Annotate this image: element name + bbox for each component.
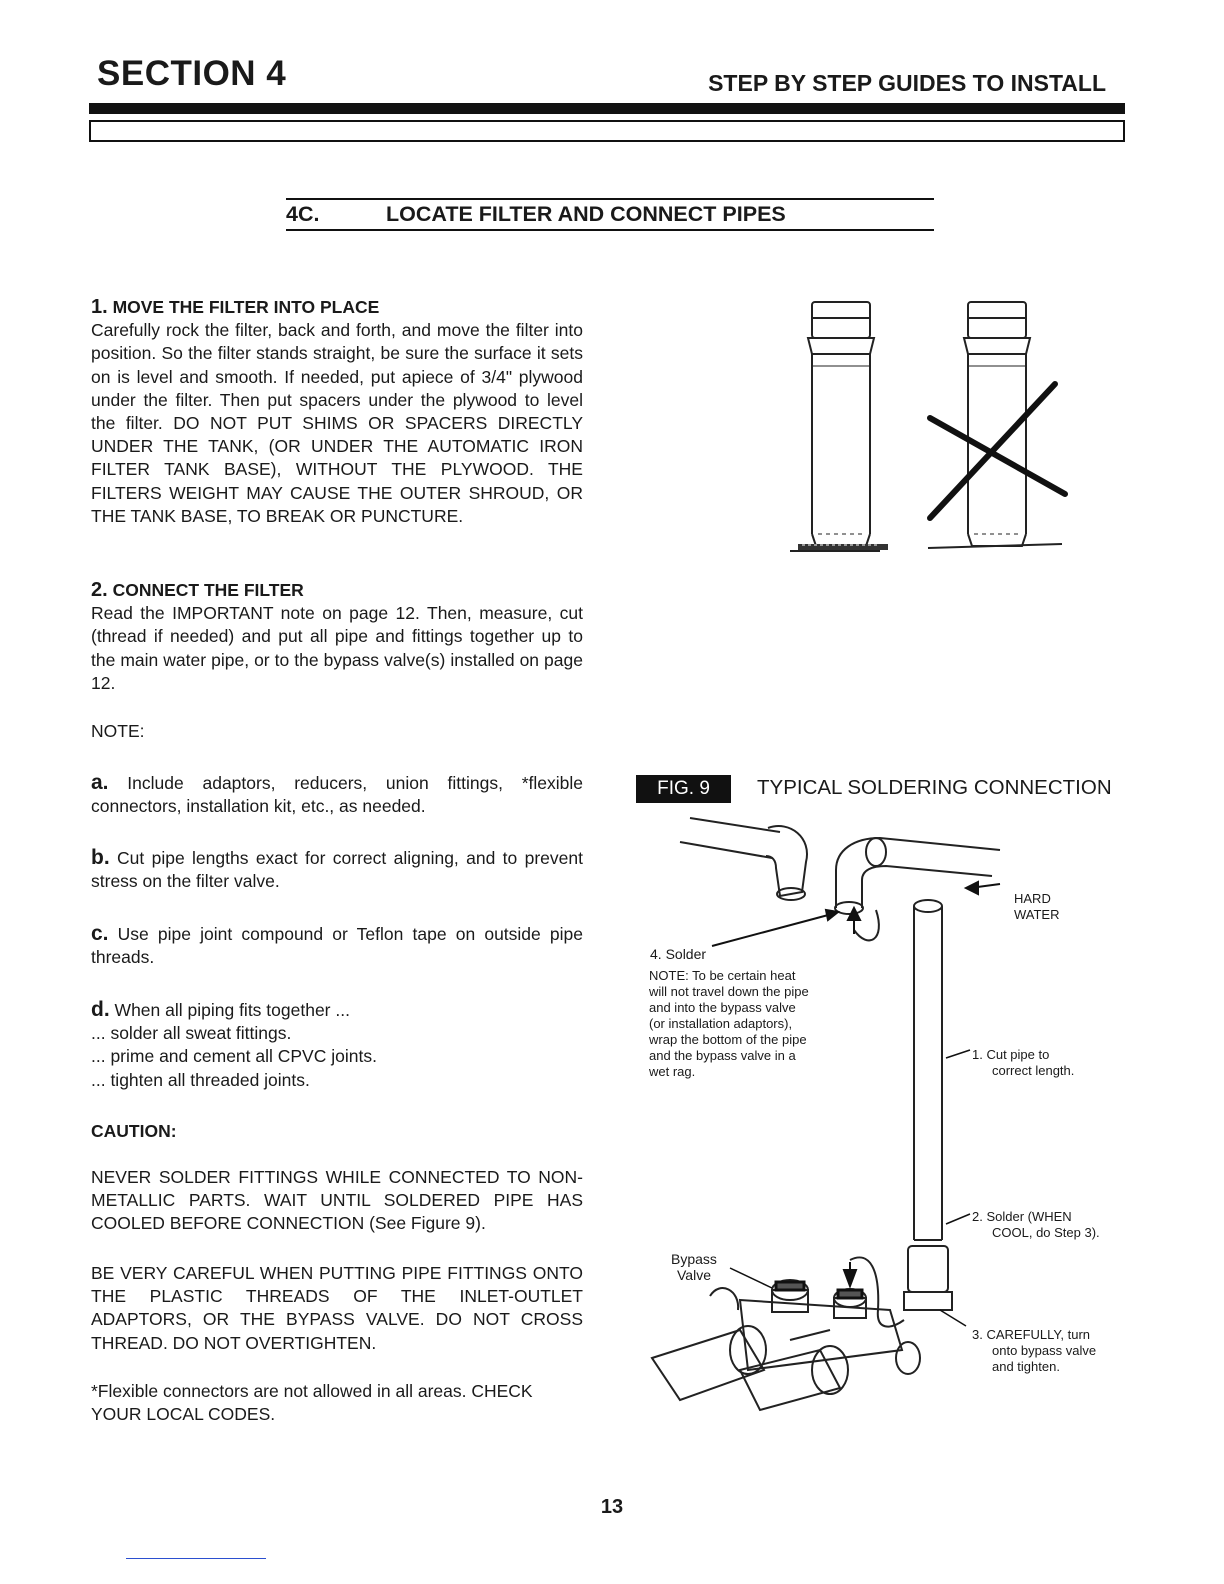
note-d-sub-3: ... tighten all threaded joints. [91, 1069, 310, 1090]
heat-note-line: and into the bypass valve [649, 1000, 796, 1015]
step-1-body: Carefully rock the filter, back and forth, and move the filter into position. So the filter stands straight, be sure the surface it sets on is level and smooth. If needed, put apiece of 3/4" plywood under the filter. Then put spacers under the plywood to level the filter. DO NOT PUT SHIMS OR SPACERS DIRECTLY UNDER THE TANK, (OR UNDER THE AUTOMATIC IRON FILTER TANK BASE), WITHOUT THE PLYWOOD. THE FILTERS WEIGHT MAY CAUSE THE OUTER SHROUD, OR THE TANK BASE, TO BREAK OR PUNCTURE. [91, 320, 583, 526]
hard-water-label [1014, 891, 1060, 923]
step-2-number: 2. [91, 579, 108, 601]
heat-note-line: NOTE: To be certain heat [649, 968, 796, 983]
note-c [91, 922, 583, 969]
step-1 [91, 296, 583, 528]
header-box-rule [89, 120, 1125, 142]
note-c-letter: c. [91, 922, 109, 945]
callout-3-line-1: 3. CAREFULLY, turn [972, 1327, 1091, 1342]
note-label: NOTE: [91, 721, 145, 741]
hard-water-line-1: HARD [1014, 891, 1051, 906]
note-b-letter: b. [91, 846, 110, 869]
step-1-number: 1. [91, 296, 108, 318]
callout-2 [972, 1209, 1100, 1241]
note-a-letter: a. [91, 771, 109, 794]
section-title: SECTION 4 [97, 54, 287, 93]
callout-1-line-2: correct length. [992, 1063, 1075, 1078]
subsection-title: LOCATE FILTER AND CONNECT PIPES [386, 202, 786, 226]
wrong-x-mark [930, 384, 1065, 518]
callout-2-line-1: 2. Solder (WHEN [972, 1209, 1072, 1224]
caution-paragraph-2: BE VERY CAREFUL WHEN PUTTING PIPE FITTINGS ONTO THE PLASTIC THREADS OF THE INLET-OUTLET ADAPTORS, OR THE BYPASS VALVE. DO NOT CROSS THREAD. DO NOT OVERTIGHTEN. [91, 1263, 583, 1353]
bypass-valve [652, 1280, 920, 1410]
note-b-text: Cut pipe lengths exact for correct aligning, and to prevent stress on the filter valve. [91, 848, 583, 892]
flow-arrows [712, 882, 1000, 1286]
callout-3-line-2: onto bypass valve [992, 1343, 1097, 1358]
note-d [91, 998, 583, 1092]
caution-paragraph-3: *Flexible connectors are not allowed in all areas. CHECK YOUR LOCAL CODES. [91, 1381, 533, 1425]
heat-note-line: wet rag. [649, 1064, 696, 1079]
heat-note-line: (or installation adaptors), [649, 1016, 793, 1031]
hard-water-line-2: WATER [1014, 907, 1060, 922]
step-2-heading [91, 579, 583, 602]
bypass-valve-label [671, 1251, 717, 1283]
callout-3-line-3: and tighten. [992, 1359, 1060, 1374]
step-1-heading [91, 296, 583, 319]
callout-1-line-1: 1. Cut pipe to [972, 1047, 1050, 1062]
step-2-title: CONNECT THE FILTER [112, 580, 304, 600]
footer-link-underline [126, 1558, 266, 1559]
note-a [91, 771, 583, 818]
heat-note [649, 968, 849, 1080]
step-2 [91, 579, 583, 695]
step-1-title: MOVE THE FILTER INTO PLACE [112, 297, 380, 317]
note-a-text: Include adaptors, reducers, union fittings, *flexible connectors, installation kit, etc., as needed. [91, 773, 583, 817]
header-rule [89, 103, 1125, 114]
note-d-text: When all piping fits together ... [114, 1000, 350, 1020]
note-d-letter: d. [91, 998, 110, 1021]
bypass-valve-line-1: Bypass [671, 1251, 717, 1267]
subsection-heading [286, 198, 934, 231]
note-d-sub-2: ... prime and cement all CPVC joints. [91, 1046, 377, 1067]
figure-title: TYPICAL SOLDERING CONNECTION [757, 776, 1112, 799]
heat-note-line: and the bypass valve in a [649, 1048, 796, 1063]
filter-placement-illustration [780, 296, 1080, 566]
heat-note-line: will not travel down the pipe [649, 984, 809, 999]
bypass-valve-line-2: Valve [677, 1267, 711, 1283]
note-d-sub-1: ... solder all sweat fittings. [91, 1023, 292, 1044]
note-d-line [91, 998, 583, 1022]
note-c-text: Use pipe joint compound or Teflon tape on outside pipe threads. [91, 924, 583, 968]
solder-label: 4. Solder [650, 946, 707, 962]
figure-badge: FIG. 9 [636, 775, 731, 803]
caution-paragraph-1: NEVER SOLDER FITTINGS WHILE CONNECTED TO NON-METALLIC PARTS. WAIT UNTIL SOLDERED PIPE HAS COOLED BEFORE CONNECTION (See Figure 9). [91, 1167, 583, 1234]
step-2-body: Read the IMPORTANT note on page 12. Then, measure, cut (thread if needed) and put all pipe and fittings together up to the main water pipe, or to the bypass valve(s) installed on page 12. [91, 603, 583, 693]
subsection-number: 4C. [286, 202, 320, 226]
caution-label: CAUTION: [91, 1121, 177, 1141]
filter-upright [808, 302, 874, 546]
page-number: 13 [600, 1496, 624, 1518]
heat-note-line: wrap the bottom of the pipe [649, 1032, 807, 1047]
page-header-title: STEP BY STEP GUIDES TO INSTALL [708, 70, 1106, 96]
note-b [91, 846, 583, 893]
plywood-shim [790, 544, 888, 551]
callout-2-line-2: COOL, do Step 3). [992, 1225, 1100, 1240]
callout-3 [972, 1327, 1096, 1375]
callout-1 [972, 1047, 1074, 1079]
